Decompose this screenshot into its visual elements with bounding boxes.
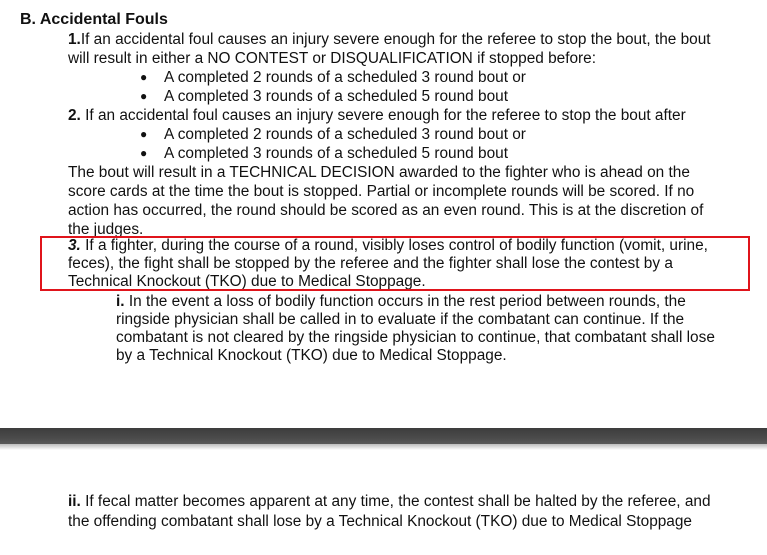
sub-ii-line-1 bbox=[68, 492, 711, 511]
item-2-para-4: the judges. bbox=[68, 221, 144, 238]
item-1-number: 1. bbox=[68, 31, 81, 48]
item-2-para-1: The bout will result in a TECHNICAL DECISION awarded to the fighter who is ahead on the bbox=[68, 164, 690, 181]
item-3-line-3: Technical Knockout (TKO) due to Medical Stoppage. bbox=[68, 273, 426, 290]
item-1-text-1: If an accidental foul causes an injury severe enough for the referee to stop the bout, the bout bbox=[80, 31, 711, 48]
sub-i-number: i. bbox=[116, 293, 125, 310]
highlight-box bbox=[40, 236, 750, 291]
sub-ii-number: ii. bbox=[68, 493, 81, 510]
sub-i-line-1 bbox=[116, 292, 686, 311]
page-break-divider bbox=[0, 428, 767, 444]
item-1-line-1 bbox=[68, 30, 711, 49]
sub-ii-line-2: the offending combatant shall lose by a Technical Knockout (TKO) due to Medical Stoppage bbox=[68, 513, 692, 530]
item-2-number: 2. bbox=[68, 107, 81, 124]
item-1-line-2: will result in either a NO CONTEST or DISQUALIFICATION if stopped before: bbox=[68, 50, 597, 67]
sub-i-line-4: by a Technical Knockout (TKO) due to Medical Stoppage. bbox=[116, 347, 507, 364]
item-2-para-2: score cards at the time the bout is stopped. Partial or incomplete rounds will be scored. If no bbox=[68, 183, 695, 200]
item-2-bullet-2: A completed 3 rounds of a scheduled 5 round bout bbox=[164, 145, 508, 162]
item-2-bullet-1: A completed 2 rounds of a scheduled 3 round bout or bbox=[164, 126, 526, 143]
bullet-icon: ● bbox=[140, 70, 148, 84]
item-2-line-1 bbox=[68, 106, 686, 125]
bullet-icon: ● bbox=[140, 127, 148, 141]
section-heading: B. Accidental Fouls bbox=[20, 11, 168, 28]
item-1-bullet-2: A completed 3 rounds of a scheduled 5 round bout bbox=[164, 88, 508, 105]
item-1-bullet-1: A completed 2 rounds of a scheduled 3 round bout or bbox=[164, 69, 526, 86]
item-3-text-1: If a fighter, during the course of a round, visibly loses control of bodily function (vomit, urine, bbox=[80, 237, 708, 254]
item-3-number: 3. bbox=[68, 237, 81, 254]
bullet-icon: ● bbox=[140, 89, 148, 103]
item-2-para-3: action has occurred, the round should be scored as an even round. This is at the discretion of bbox=[68, 202, 704, 219]
page-break-shadow bbox=[0, 444, 767, 450]
sub-i-line-3: combatant is not cleared by the ringside physician to continue, that combatant shall lose bbox=[116, 329, 715, 346]
item-2-text-1: If an accidental foul causes an injury severe enough for the referee to stop the bout after bbox=[80, 107, 686, 124]
bullet-icon: ● bbox=[140, 146, 148, 160]
item-3-line-2: feces), the fight shall be stopped by the referee and the fighter shall lose the contest by a bbox=[68, 255, 673, 272]
sub-ii-text-1: If fecal matter becomes apparent at any time, the contest shall be halted by the referee, and bbox=[80, 493, 711, 510]
sub-i-text-1: In the event a loss of bodily function occurs in the rest period between rounds, the bbox=[124, 293, 686, 310]
sub-i-line-2: ringside physician shall be called in to evaluate if the combatant can continue. If the bbox=[116, 311, 685, 328]
